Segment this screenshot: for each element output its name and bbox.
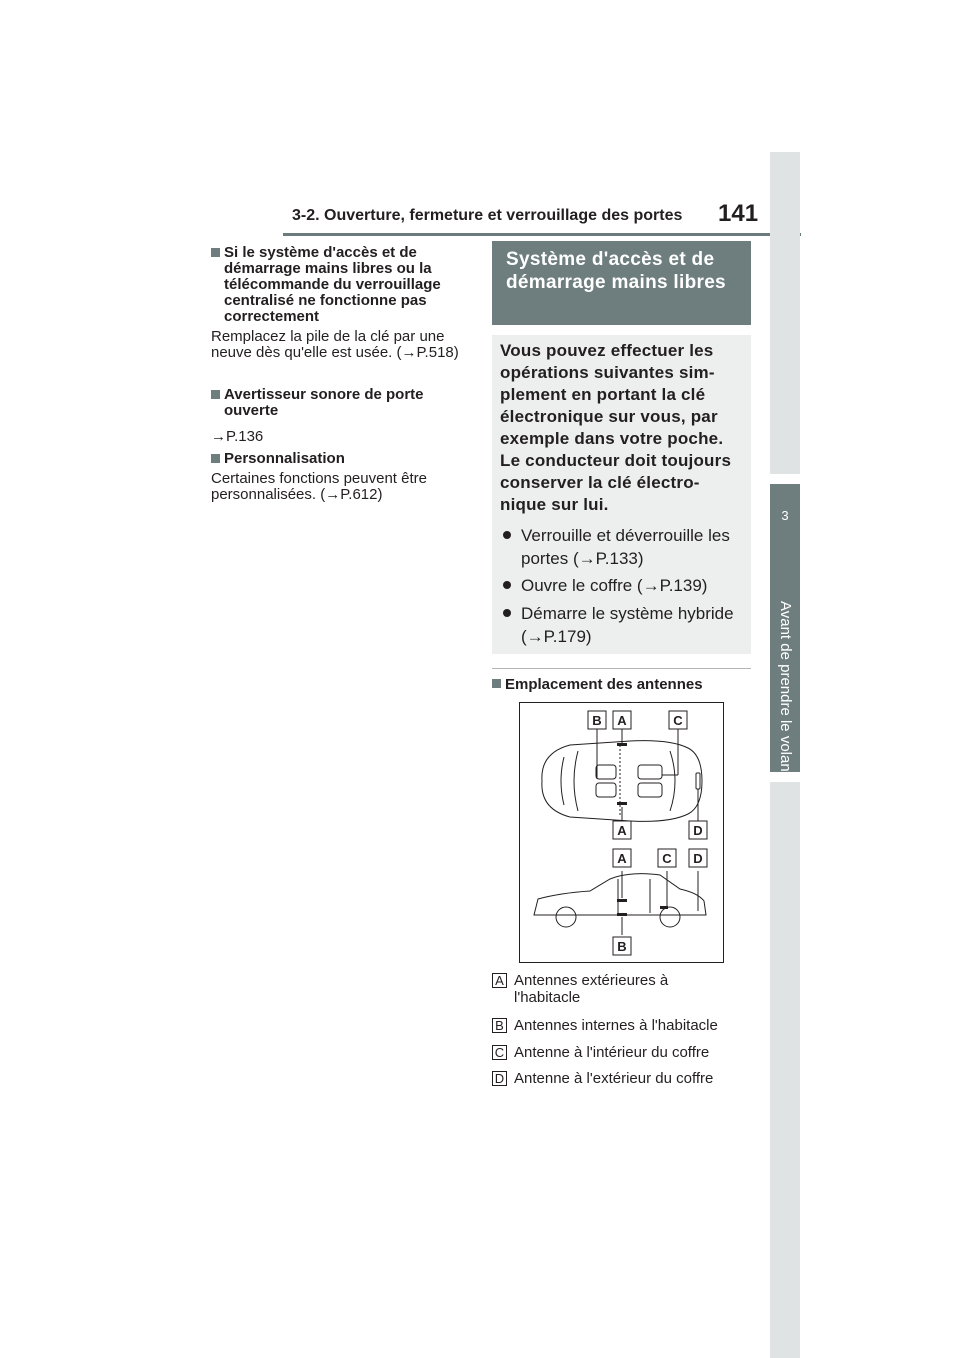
intro-line: conserver la clé électro- <box>500 473 700 492</box>
intro-line: plement en portant la clé <box>500 385 706 404</box>
note-section-3 <box>211 451 469 503</box>
square-bullet-icon <box>211 390 220 399</box>
square-bullet-icon <box>211 454 220 463</box>
antenna-heading <box>492 676 703 693</box>
bullet-text: Démarre le système hybride (→P.179) <box>521 604 734 646</box>
antenna-heading-text: Emplacement des antennes <box>505 676 703 693</box>
separator <box>492 668 751 669</box>
note-heading: Personnalisation <box>224 450 345 467</box>
intro-line: Le conducteur doit toujours <box>500 451 732 470</box>
side-tab-bottom <box>770 782 800 1358</box>
side-tab-top <box>770 152 800 474</box>
label-B: B <box>592 713 602 728</box>
legend-key: D <box>492 1071 507 1086</box>
bullet-dot-icon <box>503 609 511 617</box>
intro-line: exemple dans votre poche. <box>500 429 724 448</box>
legend-key: A <box>492 973 507 988</box>
label-A: A <box>617 713 627 728</box>
legend-key: B <box>492 1018 507 1033</box>
square-bullet-icon <box>492 679 501 688</box>
note-section-2 <box>211 387 469 445</box>
intro-line: nique sur lui. <box>500 495 609 514</box>
bullet-text: Ouvre le coffre (→P.139) <box>521 576 708 595</box>
legend-item <box>492 1017 751 1034</box>
legend-text: Antennes internes à l'habitacle <box>514 1017 718 1034</box>
note-heading: Si le système d'accès et de démarrage mains libres ou la télécommande du verrouillage centralisé ne fonctionne pas correctement <box>224 244 441 325</box>
note-body: Remplacez la pile de la clé par une neuve dès qu'elle est usée. (→P.518) <box>211 328 459 361</box>
note-body: →P.136 <box>211 428 264 445</box>
label-C: C <box>662 851 672 866</box>
label-B: B <box>617 939 627 954</box>
section-title: 3-2. Ouverture, fermeture et verrouillage des portes <box>292 207 683 224</box>
car-antenna-diagram <box>520 703 723 962</box>
label-D: D <box>693 851 703 866</box>
page-number: 141 <box>718 200 759 227</box>
legend-item <box>492 1044 751 1061</box>
label-D: D <box>693 823 703 838</box>
legend-text: Antenne à l'intérieur du coffre <box>514 1044 710 1061</box>
intro-line: Vous pouvez effectuer les <box>500 341 714 360</box>
label-A: A <box>617 851 627 866</box>
intro-line: électronique sur vous, par <box>500 407 718 426</box>
note-section-1 <box>211 245 469 361</box>
legend-item <box>492 1070 751 1087</box>
legend-text: Antennes extérieures à l'habitacle <box>514 972 669 1006</box>
legend-key: C <box>492 1045 507 1060</box>
topic-title: Système d'accès et de démarrage mains libres <box>506 249 726 293</box>
antenna-location-figure <box>519 702 724 963</box>
label-A: A <box>617 823 627 838</box>
note-body: Certaines fonctions peuvent être personnalisées. (→P.612) <box>211 470 427 503</box>
intro-text <box>500 340 745 516</box>
bullet-dot-icon <box>503 531 511 539</box>
legend-item <box>492 972 751 1006</box>
label-C: C <box>673 713 683 728</box>
square-bullet-icon <box>211 248 220 257</box>
bullet-text: Verrouille et déverrouille les portes (→P.133) <box>521 526 730 568</box>
chapter-title: Avant de prendre le volant <box>777 601 794 776</box>
feature-bullet <box>500 574 745 597</box>
legend-text: Antenne à l'extérieur du coffre <box>514 1070 714 1087</box>
bullet-dot-icon <box>503 581 511 589</box>
header-rule <box>283 233 801 236</box>
intro-line: opérations suivantes sim- <box>500 363 715 382</box>
note-heading: Avertisseur sonore de porte ouverte <box>224 386 424 419</box>
chapter-number: 3 <box>781 508 789 523</box>
feature-bullet <box>500 602 745 648</box>
feature-bullet <box>500 524 745 570</box>
